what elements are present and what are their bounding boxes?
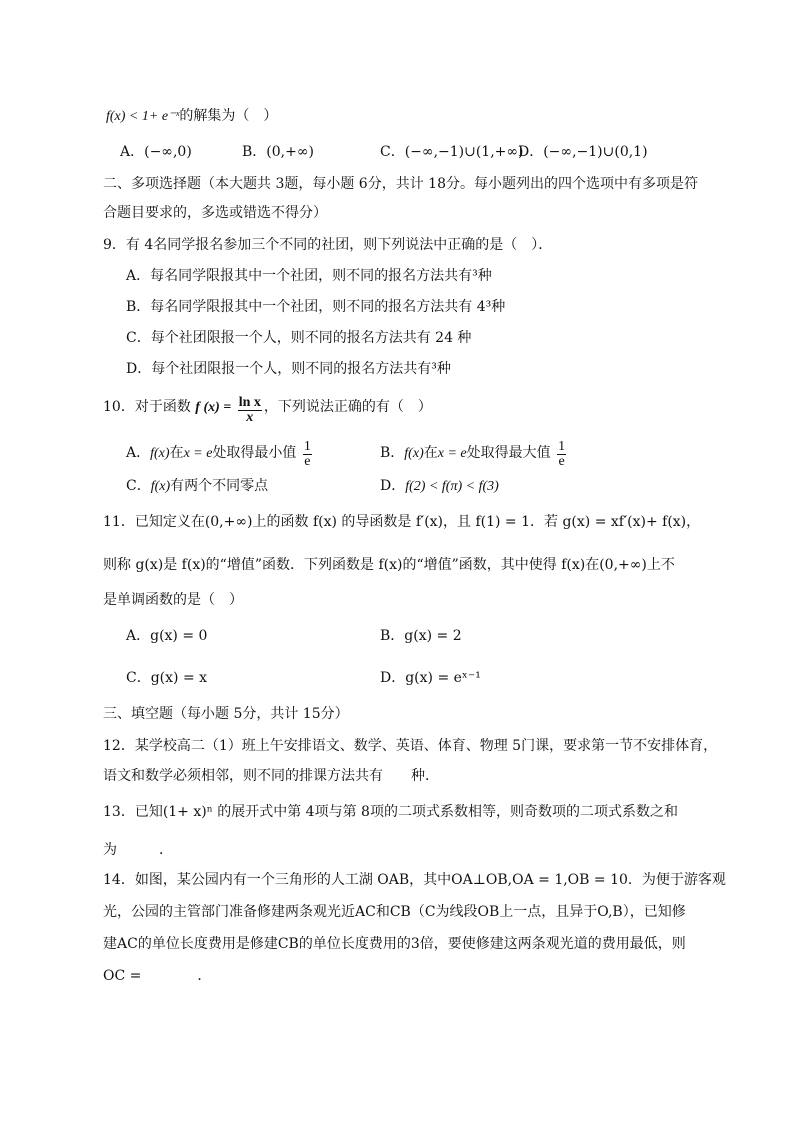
q11-line2: 则称 g(x)是 f(x)的“增值”函数．下列函数是 f(x)的“增值”函数，其中使得 f(x)在(0,+∞)上不 — [103, 557, 675, 573]
q9-option-b: B．每名同学限报其中一个社团，则不同的报名方法共有 4³种 — [126, 299, 506, 315]
q9-option-a: A．每名同学限报其中一个社团，则不同的报名方法共有³种 — [126, 268, 492, 284]
q12-line2: 语文和数学必须相邻，则不同的排课方法共有 种． — [103, 768, 439, 784]
section2-title-line2: 合题目要求的，多选或错选不得分） — [103, 205, 327, 221]
q8-option-d: D．(−∞,−1)∪(0,1) — [518, 144, 648, 160]
q11-option-d: D．g(x) = eˣ⁻¹ — [380, 670, 481, 686]
q11-option-a: A．g(x) = 0 — [126, 628, 208, 644]
q10-option-d: D．f(2) < f(π) < f(3) — [380, 478, 499, 494]
q14-line1: 14．如图，某公园内有一个三角形的人工湖 OAB，其中OA⊥OB,OA = 1,OB = 10．为便于游客观 — [103, 872, 726, 888]
q11-line3: 是单调函数的是（ ） — [103, 592, 243, 608]
q10-option-b: B．f(x)在x = e处取得最大值 $\frac{1}{e}$ — [380, 439, 566, 469]
q11-option-c: C．g(x) = x — [126, 670, 208, 686]
q11-option-b: B．g(x) = 2 — [380, 628, 462, 644]
q8-option-b: B．(0,+∞) — [242, 144, 314, 160]
q10-stem: 10．对于函数 f (x) = $\frac{\text{ln x}}{x}$ ，下列说法正确的有（ ） — [103, 395, 432, 425]
q12-line1: 12．某学校高二（1）班上午安排语文、数学、英语、体育、物理 5门课，要求第一节不安排体育， — [103, 738, 718, 754]
q11-line1: 11．已知定义在(0,+∞)上的函数 f(x) 的导函数是 f′(x)，且 f(1) = 1．若 g(x) = xf′(x)+ f(x)， — [103, 514, 701, 530]
q14-line2: 光，公园的主管部门准备修建两条观光近AC和CB（C为线段OB上一点，且异于O,B），已知修 — [103, 904, 686, 920]
section3-title: 三、填空题（每小题 5分，共计 15分） — [103, 706, 349, 722]
q10-option-c: C．f(x)有两个不同零点 — [126, 478, 269, 494]
q8-option-a: A．(−∞,0) — [120, 144, 192, 160]
q10-b-fraction: $\frac{1}{e}$ — [558, 439, 566, 469]
q8-inequality: f(x) < 1+ e⁻ˣ — [106, 109, 180, 124]
q10-option-a: A．f(x)在x = e处取得最小值 $\frac{1}{e}$ — [126, 439, 311, 469]
q9-option-d: D．每个社团限报一个人，则不同的报名方法共有³种 — [126, 361, 451, 377]
q13-line1: 13．已知(1+ x)ⁿ 的展开式中第 4项与第 8项的二项式系数相等，则奇数项的二项式系数之和 — [103, 804, 678, 820]
q14-line4: OC = ． — [103, 968, 212, 984]
q10-a-fraction: $\frac{1}{e}$ — [303, 439, 311, 469]
q9-option-c: C．每个社团限报一个人，则不同的报名方法共有 24 种 — [126, 330, 472, 346]
section2-title-line1: 二、多项选择题（本大题共 3题，每小题 6分，共计 18分。每小题列出的四个选项中有多项是符 — [103, 176, 698, 192]
q8-option-c: C．(−∞,−1)∪(1,+∞) — [380, 144, 524, 160]
q10-fraction: $\frac{\text{ln x}}{x}$ — [238, 395, 261, 425]
q10-function-name: f (x) = — [195, 400, 232, 415]
q14-line3: 建AC的单位长度费用是修建CB的单位长度费用的3倍，要使修建这两条观光道的费用最低，则 — [103, 936, 686, 952]
q8-stem-tail: f(x) < 1+ e⁻ˣ的解集为（ ） — [106, 108, 278, 124]
q9-stem: 9．有 4名同学报名参加三个不同的社团，则下列说法中正确的是（ ）． — [103, 237, 553, 253]
q13-line2: 为 ． — [103, 842, 173, 858]
